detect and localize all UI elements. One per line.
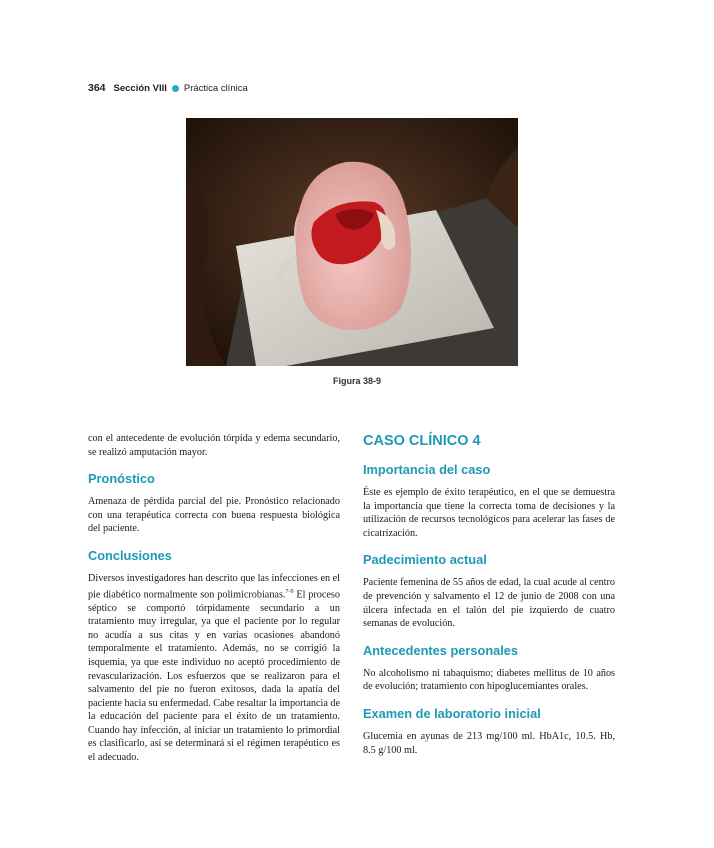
pronostico-heading: Pronóstico xyxy=(88,471,155,487)
citation-ref: 7-9 xyxy=(285,588,294,595)
conclusiones-text-part1: Diversos investigadores han descrito que las infecciones en el pie diabético normalmente son polimicrobianas. xyxy=(88,572,340,600)
examen-paragraph: Glucemia en ayunas de 213 mg/100 ml. HbA1c, 10.5. Hb, 8.5 g/100 ml. xyxy=(363,730,615,756)
section-label: Sección VIII xyxy=(113,82,167,94)
antecedentes-paragraph: No alcoholismo ni tabaquismo; diabetes mellitus de 10 años de evolución; tratamiento con hipoglucemiantes orales. xyxy=(363,667,615,693)
conclusiones-text-part2: El proceso séptico se comportó tórpidamente secundario a un tratamiento muy irregular, ya que el paciente por lo regular no acudía a sus citas y en varias ocasiones abandonó temporalmente el tratamiento. Además, no se corrigió la isquemia, ya que este individuo no aceptó procedimiento de revascularización. Los esfuerzos que se realizaron para el salvamento del pie no fueron exitosos, dada la apatía del paciente hacia su enfermedad. Cabe resaltar la importancia de la educación del paciente para el éxito de un tratamiento. Cuando hay infección, al iniciar un tratamiento lo primordial es clasificarlo, así se determinará si el régimen terapéutico es el adecuado. xyxy=(88,588,341,764)
importancia-paragraph: Éste es ejemplo de éxito terapéutico, en el que se demuestra la importancia que tiene la correcta toma de decisiones y la utilización de recursos tecnológicos para acelerar las fases de cicatrización. xyxy=(363,487,615,539)
conclusiones-heading: Conclusiones xyxy=(88,547,172,563)
page-number: 364 xyxy=(88,82,106,94)
examen-heading: Examen de laboratorio inicial xyxy=(363,705,541,721)
padecimiento-heading: Padecimiento actual xyxy=(363,552,487,568)
pronostico-paragraph: Amenaza de pérdida parcial del pie. Pronóstico relacionado con una terapéutica correcta con buena respuesta biológica del paciente. xyxy=(88,496,340,535)
conclusiones-paragraph xyxy=(88,572,340,765)
case-title: CASO CLÍNICO 4 xyxy=(363,433,481,449)
left-column xyxy=(88,432,340,773)
padecimiento-paragraph: Paciente femenina de 55 años de edad, la cual acude al centro de prevención y salvamento el 12 de junio de 2008 con una úlcera infectada en el talón del pie izquierdo de cuatro semanas de evolución. xyxy=(363,577,615,630)
antecedentes-heading: Antecedentes personales xyxy=(363,642,519,658)
section-subtitle: Práctica clínica xyxy=(183,82,248,94)
running-header xyxy=(88,82,248,94)
right-column xyxy=(363,432,615,765)
figure-caption: Figura 38-9 xyxy=(332,376,381,386)
bullet-dot-icon xyxy=(172,85,179,92)
importancia-heading: Importancia del caso xyxy=(363,462,491,477)
intro-paragraph: con el antecedente de evolución tórpida y edema secundario, se realizó amputación mayor. xyxy=(88,433,340,458)
clinical-photo xyxy=(186,118,518,366)
